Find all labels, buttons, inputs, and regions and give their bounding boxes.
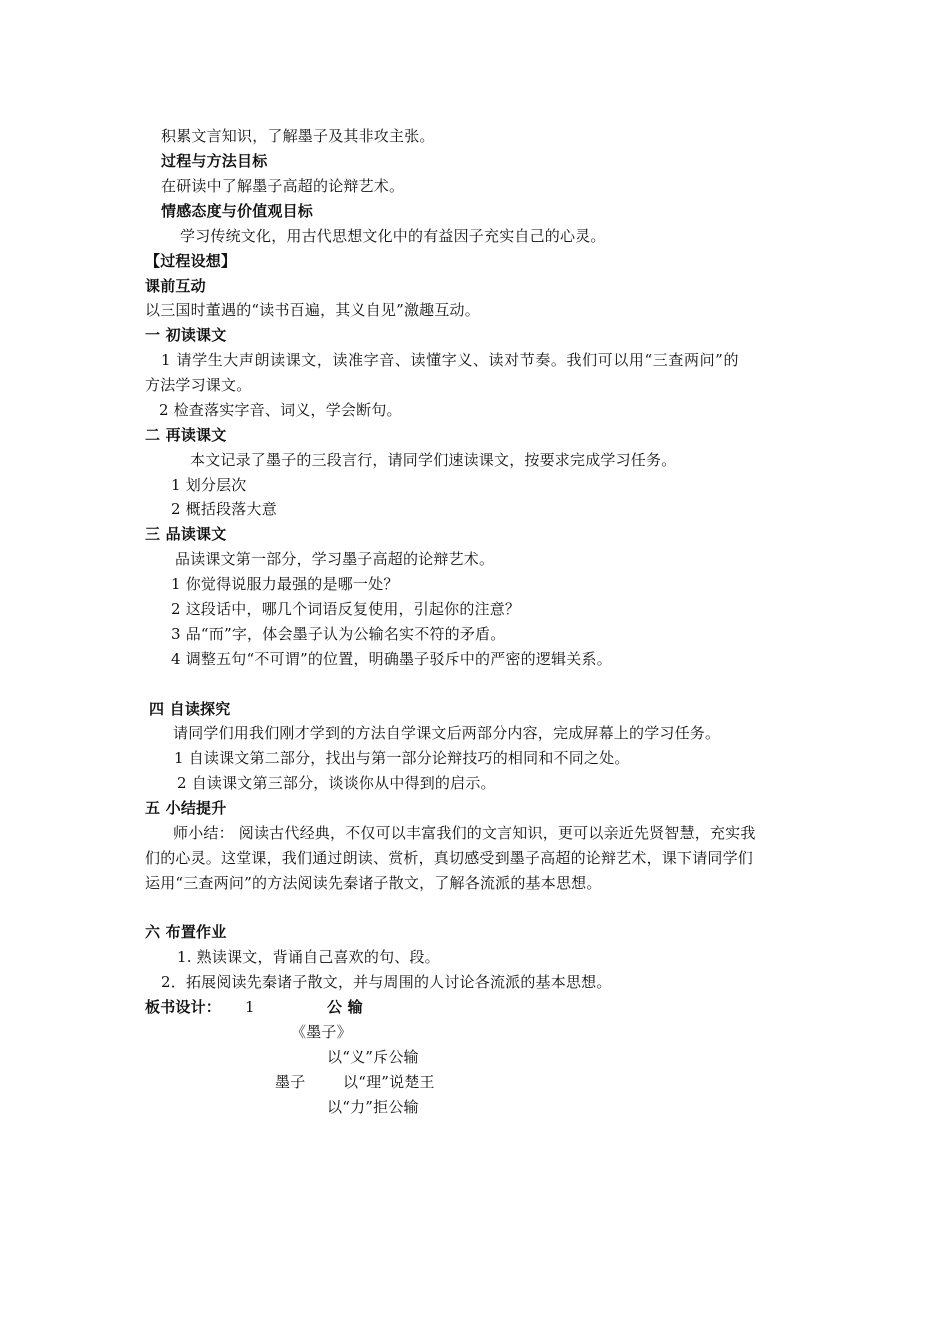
section-heading: 【过程设想】 [145, 252, 237, 270]
section-subheading: 情感态度与价值观目标 [161, 202, 314, 220]
section-heading: 五 小结提升 [145, 799, 227, 817]
section-subheading: 过程与方法目标 [161, 152, 268, 170]
board-center: 墨子 [275, 1073, 306, 1091]
section-heading: 四 自读探究 [149, 700, 231, 718]
text-line: 1 请学生大声朗读课文，读准字音、读懂字义、读对节奏。我们可以用“三查两问”的 [161, 351, 740, 369]
text-line: 本文记录了墨子的三段言行，请同学们速读课文，按要求完成学习任务。 [190, 451, 677, 469]
board-book: 《墨子》 [291, 1023, 352, 1041]
text-line: 1. 熟读课文，背诵自己喜欢的句、段。 [177, 948, 440, 966]
text-line: 2 检查落实字音、词义，学会断句。 [159, 401, 402, 419]
text-line: 2 这段话中，哪几个词语反复使用，引起你的注意？ [171, 600, 521, 618]
text-line: 积累文言知识，了解墨子及其非攻主张。 [161, 127, 435, 145]
text-line: 3 品“而”字，体会墨子认为公输名实不符的矛盾。 [171, 625, 506, 643]
board-point: 以“力”拒公输 [327, 1098, 419, 1116]
section-heading: 六 布置作业 [145, 923, 227, 941]
text-line: 在研读中了解墨子高超的论辩艺术。 [161, 177, 405, 195]
text-line: 1 自读课文第二部分，找出与第一部分论辩技巧的相同和不同之处。 [174, 749, 630, 767]
text-line: 师小结： 阅读古代经典，不仅可以丰富我们的文言知识，更可以亲近先贤智慧，充实我 [173, 824, 756, 842]
board-point: 以“义”斥公输 [327, 1048, 419, 1066]
board-point: 以“理”说楚王 [343, 1073, 435, 1091]
text-line: 学习传统文化，用古代思想文化中的有益因子充实自己的心灵。 [180, 227, 606, 245]
text-line: 2 概括段落大意 [171, 500, 277, 518]
text-line: 2．拓展阅读先秦诸子散文，并与周围的人讨论各流派的基本思想。 [161, 973, 612, 991]
text-line: 以三国时董遇的“读书百遍，其义自见”激趣互动。 [145, 301, 480, 319]
text-line: 运用“三查两问”的方法阅读先秦诸子散文，了解各流派的基本思想。 [145, 874, 602, 892]
board-title: 公 输 [327, 998, 363, 1016]
text-line: 方法学习课文。 [145, 376, 252, 394]
text-line: 2 自读课文第三部分，谈谈你从中得到的启示。 [177, 774, 496, 792]
text-line: 请同学们用我们刚才学到的方法自学课文后两部分内容，完成屏幕上的学习任务。 [173, 724, 721, 742]
text-line: 品读课文第一部分，学习墨子高超的论辩艺术。 [175, 550, 495, 568]
text-line: 4 调整五句“不可谓”的位置，明确墨子驳斥中的严密的逻辑关系。 [171, 650, 612, 668]
section-heading: 三 品读课文 [145, 525, 227, 543]
board-label: 板书设计： [145, 998, 222, 1016]
board-number: 1 [245, 998, 255, 1016]
section-heading: 一 初读课文 [145, 326, 227, 344]
text-line: 1 划分层次 [171, 476, 247, 494]
section-heading: 二 再读课文 [145, 426, 227, 444]
text-line: 们的心灵。这堂课，我们通过朗读、赏析，真切感受到墨子高超的论辩艺术，课下请同学们 [145, 849, 754, 867]
section-heading: 课前互动 [145, 277, 206, 295]
text-line: 1 你觉得说服力最强的是哪一处？ [171, 575, 399, 593]
